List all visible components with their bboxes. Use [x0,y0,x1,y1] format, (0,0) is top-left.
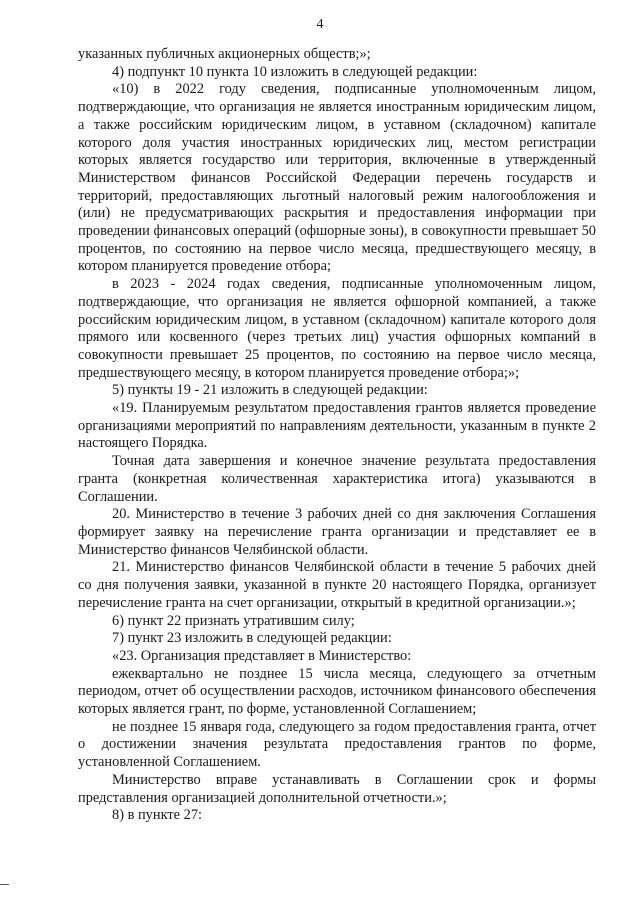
paragraph-subitem-4: 4) подпункт 10 пункта 10 изложить в следующей редакции: [112,63,478,80]
page-number: 4 [316,17,324,32]
paragraph-item-19: «19. Планируемым результатом предоставления грантов является проведение организациями мероприятий по направлениям деятельности, указанным в пункте 2 настоящего Порядка. [78,400,596,452]
paragraph-subitem-5: 5) пункты 19 - 21 изложить в следующей редакции: [112,382,428,399]
paragraph-annual-report: не позднее 15 января года, следующего за годом предоставления гранта, отчет о достижении значения результата предоставления грантов по форме, установленной Соглашением. [78,718,596,771]
paragraph-subitem-8: 8) в пункте 27: [112,807,203,824]
paragraph-item-23: «23. Организация представляет в Министерство: [112,647,412,664]
paragraph-subitem-6: 6) пункт 22 признать утратившим силу; [112,612,355,629]
paragraph-item-10-2023-2024: в 2023 - 2024 годах сведения, подписанные уполномоченным лицом, подтверждающие, что организация не является офшорной компанией, а также российским юридическим лицом, в уставном (складочном) капитале которого доля прямого или косвенного (через третьих лиц) участия офшорных компаний в совокупности превышает 25 процентов, по состоянию на первое число месяца, предшествующего месяцу, в котором планируется проведение отбора;»; [78,276,596,381]
paragraph-item-10-2022: «10) в 2022 году сведения, подписанные уполномоченным лицом, подтверждающие, что организация не является иностранным юридическим лицом, а также российским юридическим лицом, в уставном (складочном) капитале которого доля участия иностранных юридических лиц, местом регистрации которых является государство или территория, включенные в утвержденный Министерством финансов Российской Федерации перечень государств и территорий, предоставляющих льготный налоговый режим налогообложения и (или) не предусматривающих раскрытия и предоставления информации при проведении финансовых операций (офшорные зоны), в совокупности превышает 50 процентов, по состоянию на первое число месяца, предшествующего месяцу, в котором планируется проведение отбора; [78,81,596,275]
margin-mark [0,884,9,885]
paragraph-subitem-7: 7) пункт 23 изложить в следующей редакции: [112,630,392,647]
paragraph-result-date: Точная дата завершения и конечное значение результата предоставления гранта (конкретная количественная характеристика итога) указываются в Соглашении. [78,453,596,505]
paragraph-item-21: 21. Министерство финансов Челябинской области в течение 5 рабочих дней со дня получения заявки, указанной в пункте 20 настоящего Порядка, организует перечисление гранта на счет организации, открытый в кредитной организации.»; [78,559,596,611]
paragraph-continuation: указанных публичных акционерных обществ;»; [78,46,371,62]
paragraph-item-20: 20. Министерство в течение 3 рабочих дней со дня заключения Соглашения формирует заявку на перечисление гранта организации и представляет ее в Министерство финансов Челябинской области. [78,506,596,558]
paragraph-quarterly-report: ежеквартально не позднее 15 числа месяца, следующего за отчетным периодом, отчет об осуществлении расходов, источником финансового обеспечения которых является грант, по форме, установленной Соглашением; [78,665,596,718]
paragraph-additional-reporting: Министерство вправе устанавливать в Соглашении срок и формы представления организацией дополнительной отчетности.»; [78,771,596,806]
document-body [78,46,596,825]
